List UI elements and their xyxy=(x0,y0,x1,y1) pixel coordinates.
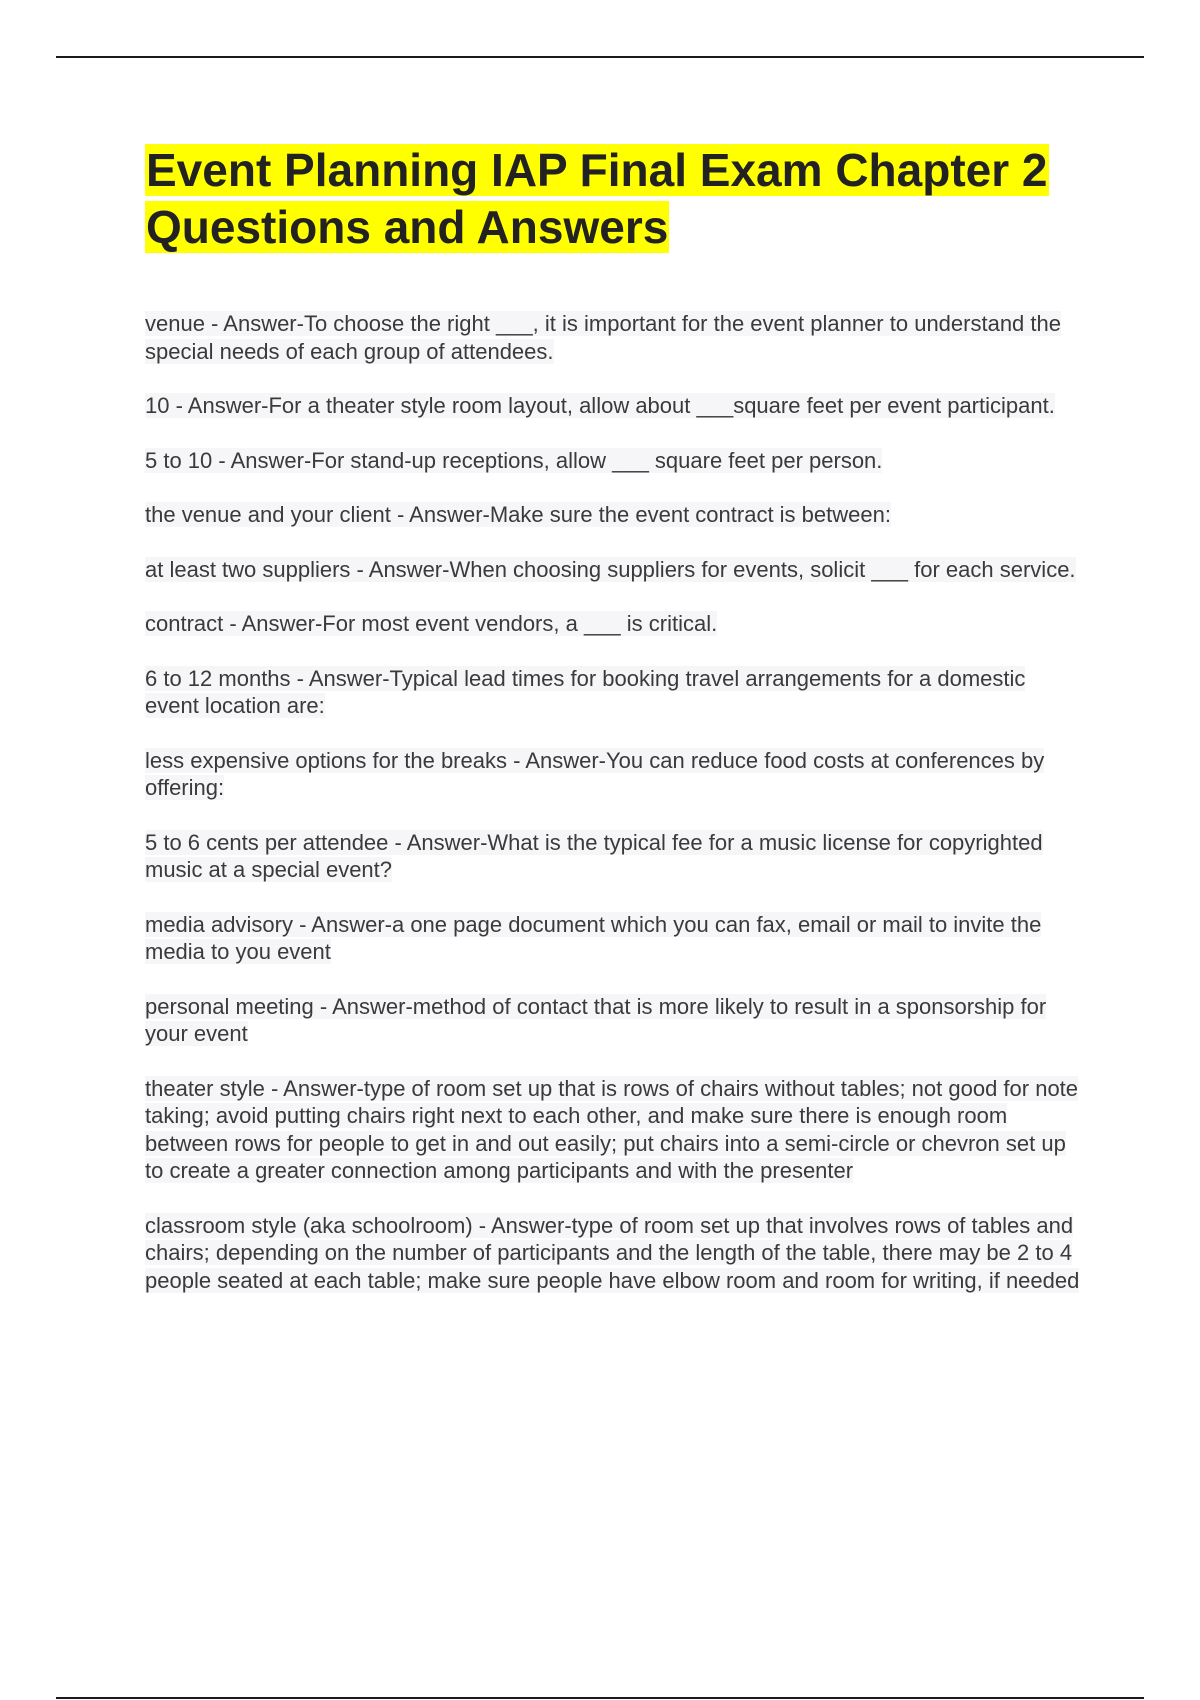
qa-item-text: the venue and your client - Answer-Make sure the event contract is between: xyxy=(145,502,891,527)
qa-item-text: personal meeting - Answer-method of contact that is more likely to result in a sponsorship for your event xyxy=(145,993,1047,1046)
qa-item-text: venue - Answer-To choose the right ___, it is important for the event planner to understand the special needs of each group of attendees. xyxy=(145,311,1061,364)
qa-item xyxy=(145,747,1085,802)
top-rule xyxy=(56,56,1144,58)
qa-item xyxy=(145,610,1085,638)
qa-item xyxy=(145,1075,1085,1185)
qa-item-text: less expensive options for the breaks - Answer-You can reduce food costs at conferences by offering: xyxy=(145,747,1045,800)
qa-item xyxy=(145,556,1085,584)
qa-item-text: contract - Answer-For most event vendors, a ___ is critical. xyxy=(145,611,718,636)
qa-item-text: classroom style (aka schoolroom) - Answer-type of room set up that involves rows of tables and chairs; depending on the number of participants and the length of the table, there may be 2 to 4 people seated at each table; make sure people have elbow room and room for writing, if needed xyxy=(145,1212,1080,1293)
document-page xyxy=(145,142,1085,1321)
qa-item-text: 10 - Answer-For a theater style room layout, allow about ___square feet per event participant. xyxy=(145,393,1055,418)
qa-item-text: 6 to 12 months - Answer-Typical lead times for booking travel arrangements for a domestic event location are: xyxy=(145,665,1026,718)
qa-list xyxy=(145,310,1085,1294)
qa-item xyxy=(145,392,1085,420)
qa-item xyxy=(145,1212,1085,1295)
qa-item xyxy=(145,447,1085,475)
document-title xyxy=(145,142,1065,256)
qa-item-text: theater style - Answer-type of room set up that is rows of chairs without tables; not good for note taking; avoid putting chairs right next to each other, and make sure there is enough room between rows for people to get in and out easily; put chairs into a semi-circle or chevron set up to create a greater connection among participants and with the presenter xyxy=(145,1075,1079,1183)
qa-item xyxy=(145,993,1085,1048)
qa-item xyxy=(145,665,1085,720)
qa-item xyxy=(145,829,1085,884)
bottom-rule xyxy=(56,1697,1144,1699)
qa-item-text: media advisory - Answer-a one page document which you can fax, email or mail to invite the media to you event xyxy=(145,911,1042,964)
qa-item xyxy=(145,911,1085,966)
qa-item-text: at least two suppliers - Answer-When choosing suppliers for events, solicit ___ for each service. xyxy=(145,556,1076,582)
qa-item-text: 5 to 6 cents per attendee - Answer-What is the typical fee for a music license for copyrighted music at a special event? xyxy=(145,829,1043,882)
qa-item-text: 5 to 10 - Answer-For stand-up receptions, allow ___ square feet per person. xyxy=(145,447,883,473)
qa-item xyxy=(145,501,1085,529)
qa-item xyxy=(145,310,1085,365)
document-title-text: Event Planning IAP Final Exam Chapter 2 Questions and Answers xyxy=(146,144,1048,253)
